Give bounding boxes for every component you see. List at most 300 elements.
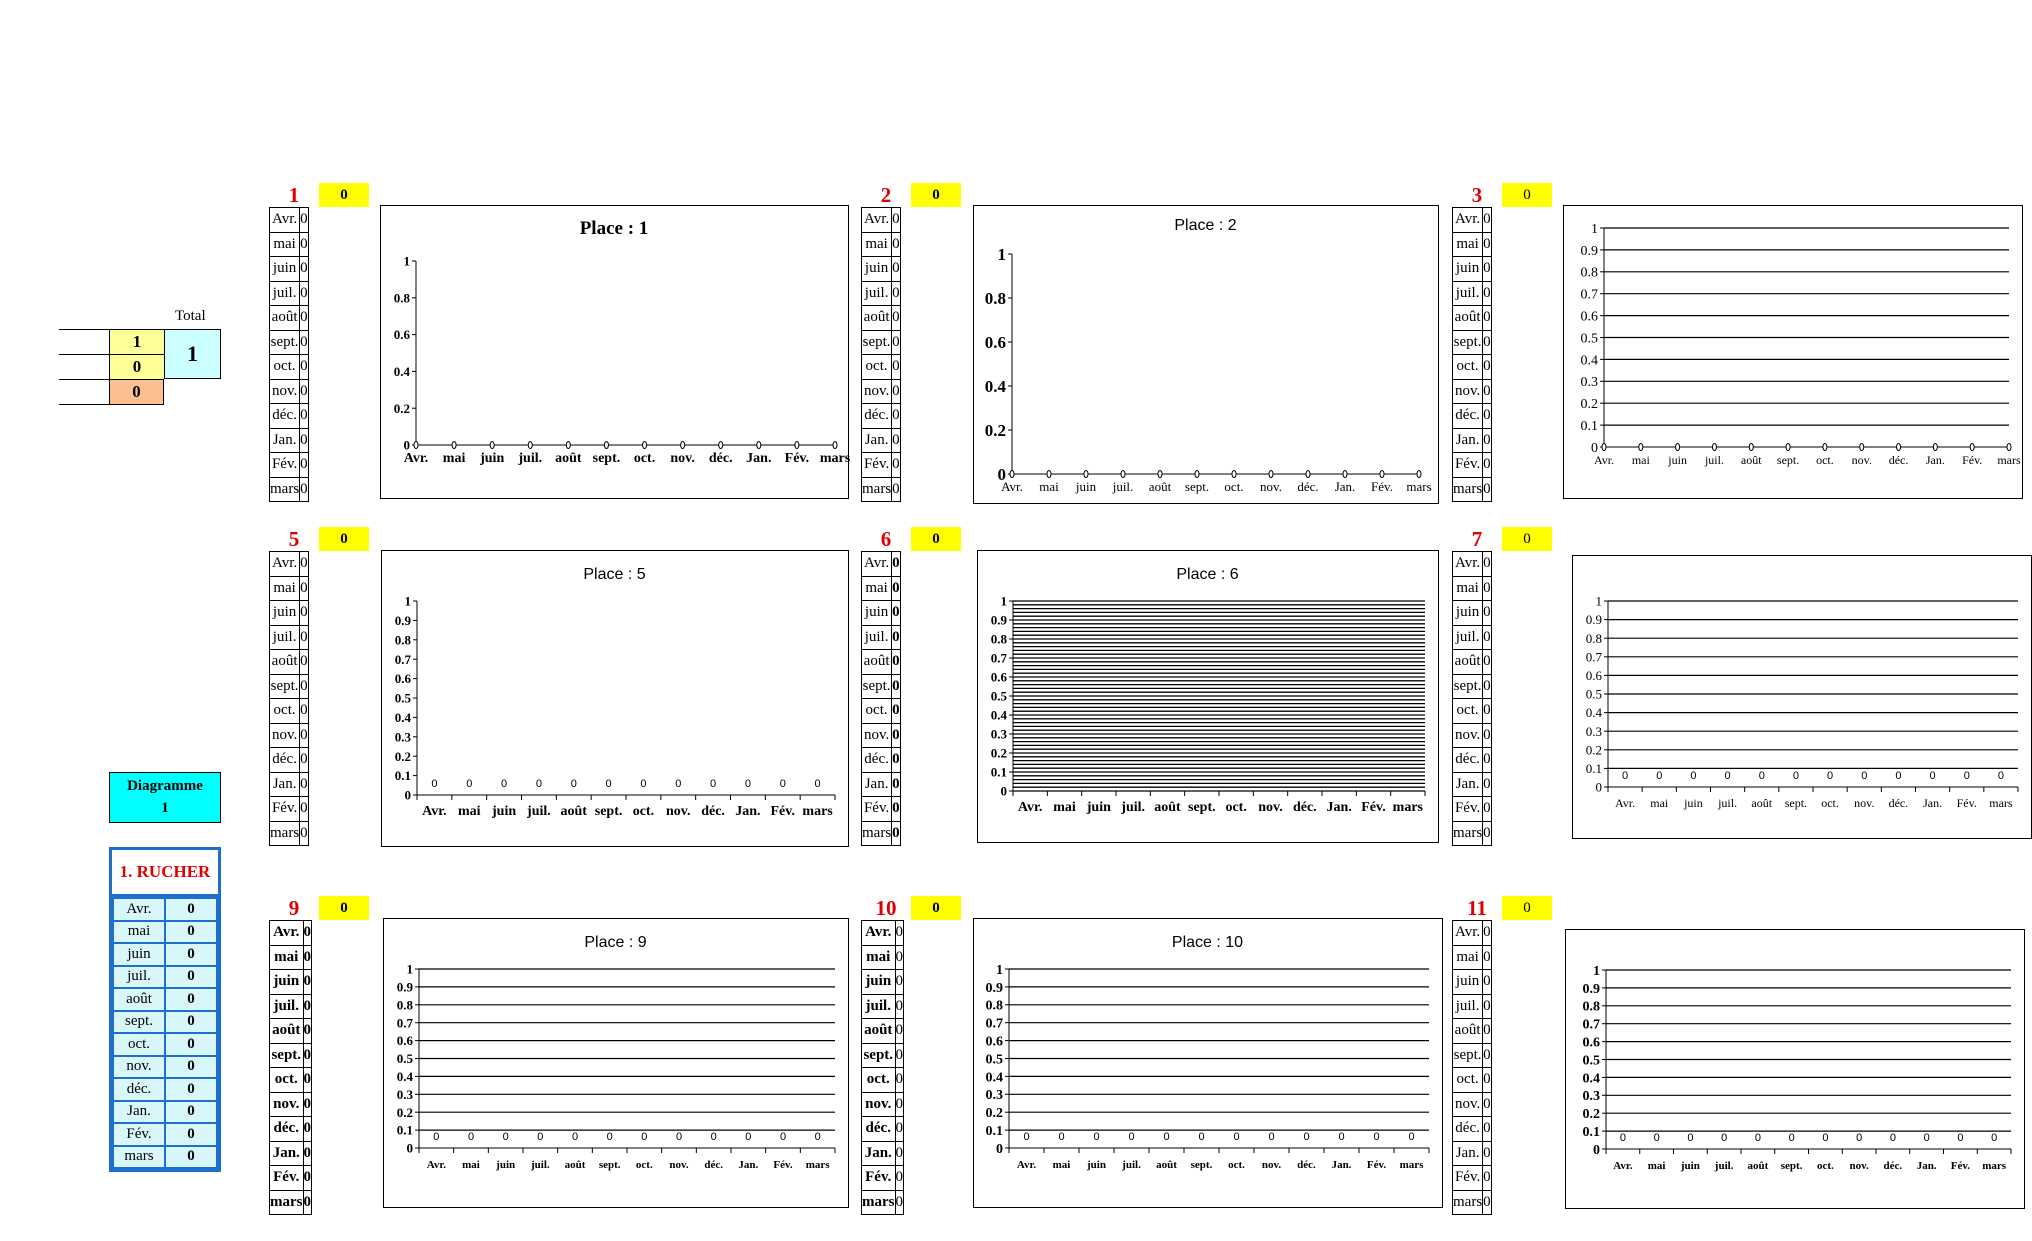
y-tick-label: 0.9 bbox=[1580, 243, 1598, 259]
place-number: 5 bbox=[288, 526, 300, 551]
data-label: 0 bbox=[433, 1131, 440, 1143]
month-label: juil. bbox=[270, 625, 300, 650]
table-row bbox=[1453, 723, 1492, 748]
month-value[interactable]: 0 bbox=[1483, 281, 1492, 306]
month-value[interactable]: 0 bbox=[1483, 994, 1492, 1019]
data-point bbox=[1602, 444, 1606, 451]
month-value[interactable]: 0 bbox=[892, 379, 901, 404]
x-tick-label: août bbox=[1751, 796, 1773, 810]
month-value[interactable]: 0 bbox=[303, 970, 312, 995]
month-value[interactable]: 0 bbox=[300, 257, 309, 282]
summary-cell-1[interactable]: 1 bbox=[109, 330, 164, 354]
data-label: 0 bbox=[605, 778, 612, 790]
month-label: mai bbox=[270, 945, 304, 970]
x-tick-label: Avr. bbox=[1615, 796, 1636, 810]
month-value[interactable]: 0 bbox=[892, 404, 901, 429]
table-row bbox=[862, 723, 901, 748]
month-value[interactable]: 0 bbox=[892, 576, 901, 601]
month-label: août bbox=[270, 1019, 304, 1044]
month-value[interactable]: 0 bbox=[892, 281, 901, 306]
month-label: mars bbox=[862, 477, 892, 502]
rucher-month: Jan. bbox=[113, 1101, 165, 1124]
month-value[interactable]: 0 bbox=[892, 772, 901, 797]
month-value[interactable]: 0 bbox=[1483, 601, 1492, 626]
data-label: 0 bbox=[1923, 1132, 1930, 1144]
month-value[interactable]: 0 bbox=[303, 1166, 312, 1191]
month-value[interactable]: 0 bbox=[300, 748, 309, 773]
month-label: août bbox=[1453, 1019, 1483, 1044]
y-tick-label: 0.2 bbox=[985, 1106, 1003, 1122]
month-value[interactable]: 0 bbox=[1483, 1190, 1492, 1215]
y-tick-label: 0.6 bbox=[1585, 667, 1602, 683]
y-tick-label: 0 bbox=[1595, 779, 1602, 795]
place-total[interactable]: 0 bbox=[319, 183, 369, 207]
month-label: nov. bbox=[270, 723, 300, 748]
chart-place-10[interactable] bbox=[973, 918, 1443, 1208]
y-tick-label: 0.6 bbox=[393, 327, 410, 343]
month-value[interactable]: 0 bbox=[303, 1117, 312, 1142]
y-tick-label: 1 bbox=[406, 961, 413, 977]
month-value[interactable]: 0 bbox=[895, 1043, 904, 1068]
data-label: 0 bbox=[606, 1131, 613, 1143]
month-label: sept. bbox=[862, 330, 892, 355]
y-tick-label: 0.5 bbox=[1580, 331, 1598, 347]
x-tick-label: oct. bbox=[632, 804, 655, 819]
table-row bbox=[270, 921, 312, 946]
month-value[interactable]: 0 bbox=[895, 1190, 904, 1215]
data-label: 0 bbox=[1861, 770, 1868, 782]
x-tick-label: août bbox=[555, 451, 582, 466]
y-tick-label: 0 bbox=[403, 437, 410, 453]
table-row bbox=[270, 330, 309, 355]
x-tick-label: mai bbox=[1650, 796, 1669, 810]
place-number: 9 bbox=[288, 895, 300, 920]
month-value[interactable]: 0 bbox=[895, 1166, 904, 1191]
table-row bbox=[1453, 428, 1492, 453]
month-value[interactable]: 0 bbox=[1483, 674, 1492, 699]
month-value[interactable]: 0 bbox=[300, 232, 309, 257]
month-value[interactable]: 0 bbox=[300, 404, 309, 429]
y-tick-label: 0.6 bbox=[394, 671, 411, 687]
month-value[interactable]: 0 bbox=[1483, 379, 1492, 404]
month-value[interactable]: 0 bbox=[300, 477, 309, 502]
month-value[interactable]: 0 bbox=[892, 797, 901, 822]
x-tick-label: sept. bbox=[1780, 1160, 1803, 1172]
month-value[interactable]: 0 bbox=[1483, 625, 1492, 650]
chart-place-3[interactable] bbox=[1563, 205, 2023, 499]
x-tick-label: juin bbox=[1087, 1159, 1106, 1171]
x-tick-label: juil. bbox=[1121, 800, 1146, 815]
month-label: Jan. bbox=[270, 428, 300, 453]
data-point bbox=[643, 442, 647, 449]
x-tick-label: juin bbox=[1684, 796, 1703, 810]
place-total[interactable]: 0 bbox=[911, 527, 961, 551]
y-tick-label: 0.3 bbox=[1582, 1089, 1600, 1105]
table-row bbox=[270, 723, 309, 748]
month-value[interactable]: 0 bbox=[1483, 1019, 1492, 1044]
month-value[interactable]: 0 bbox=[892, 625, 901, 650]
month-value[interactable]: 0 bbox=[895, 945, 904, 970]
data-label: 0 bbox=[640, 778, 647, 790]
month-value[interactable]: 0 bbox=[300, 208, 309, 233]
month-value[interactable]: 0 bbox=[303, 945, 312, 970]
chart-place-6[interactable] bbox=[977, 550, 1439, 843]
month-value[interactable]: 0 bbox=[892, 748, 901, 773]
x-tick-label: Avr. bbox=[1593, 453, 1615, 467]
month-value[interactable]: 0 bbox=[892, 723, 901, 748]
rucher-month: oct. bbox=[113, 1033, 165, 1056]
month-label: nov. bbox=[270, 379, 300, 404]
month-label: Fév. bbox=[270, 797, 300, 822]
x-tick-label: mars bbox=[1406, 479, 1432, 494]
x-tick-label: Jan. bbox=[1916, 1160, 1937, 1172]
month-value[interactable]: 0 bbox=[303, 921, 312, 946]
y-tick-label: 1 bbox=[1595, 593, 1602, 609]
month-value[interactable]: 0 bbox=[300, 797, 309, 822]
data-label: 0 bbox=[535, 778, 542, 790]
data-point bbox=[1712, 444, 1716, 451]
month-label: juil. bbox=[862, 994, 896, 1019]
month-value[interactable]: 0 bbox=[300, 625, 309, 650]
place-total[interactable]: 0 bbox=[911, 183, 961, 207]
x-tick-label: juil. bbox=[518, 451, 543, 466]
month-value[interactable]: 0 bbox=[892, 208, 901, 233]
month-value[interactable]: 0 bbox=[1483, 921, 1492, 946]
table-row bbox=[1453, 625, 1492, 650]
y-tick-label: 0.4 bbox=[990, 707, 1007, 723]
month-value[interactable]: 0 bbox=[1483, 355, 1492, 380]
y-tick-label: 0.9 bbox=[394, 612, 411, 628]
rucher-value[interactable]: 0 bbox=[165, 898, 217, 921]
month-label: Fév. bbox=[270, 453, 300, 478]
table-row bbox=[862, 576, 901, 601]
month-value[interactable]: 0 bbox=[892, 650, 901, 675]
table-row bbox=[862, 232, 901, 257]
data-point bbox=[528, 442, 532, 449]
data-label: 0 bbox=[1023, 1131, 1030, 1143]
month-value[interactable]: 0 bbox=[1483, 552, 1492, 577]
chart-title: Place : 6 bbox=[1176, 566, 1239, 583]
month-value[interactable]: 0 bbox=[892, 428, 901, 453]
rucher-value[interactable]: 0 bbox=[165, 1101, 217, 1124]
rucher-value[interactable]: 0 bbox=[165, 988, 217, 1011]
table-row bbox=[1453, 1019, 1492, 1044]
month-value[interactable]: 0 bbox=[892, 330, 901, 355]
table-row bbox=[862, 1141, 904, 1166]
month-label: juin bbox=[270, 970, 304, 995]
y-tick-label: 0.1 bbox=[394, 768, 411, 784]
chart-place-9[interactable] bbox=[383, 918, 849, 1208]
month-value[interactable]: 0 bbox=[300, 552, 309, 577]
x-tick-label: déc. bbox=[708, 451, 733, 466]
month-value[interactable]: 0 bbox=[895, 1141, 904, 1166]
table-row bbox=[1453, 379, 1492, 404]
month-label: Fév. bbox=[1453, 453, 1483, 478]
month-label: mars bbox=[1453, 477, 1483, 502]
data-label: 0 bbox=[641, 1131, 648, 1143]
month-value[interactable]: 0 bbox=[1483, 821, 1492, 846]
x-tick-label: déc. bbox=[1292, 800, 1317, 815]
rucher-value[interactable]: 0 bbox=[165, 943, 217, 966]
x-tick-label: août bbox=[1740, 453, 1762, 467]
month-label: Avr. bbox=[1453, 208, 1483, 233]
table-row bbox=[270, 1117, 312, 1142]
month-value[interactable]: 0 bbox=[1483, 477, 1492, 502]
table-row bbox=[270, 404, 309, 429]
y-tick-label: 0.6 bbox=[396, 1033, 413, 1049]
month-value[interactable]: 0 bbox=[300, 601, 309, 626]
rucher-month: août bbox=[113, 988, 165, 1011]
data-point bbox=[1970, 444, 1974, 451]
table-row bbox=[270, 772, 309, 797]
month-value[interactable]: 0 bbox=[892, 674, 901, 699]
month-value[interactable]: 0 bbox=[303, 994, 312, 1019]
x-tick-label: nov. bbox=[665, 804, 691, 819]
month-value[interactable]: 0 bbox=[300, 723, 309, 748]
data-label: 0 bbox=[814, 778, 821, 790]
rucher-value[interactable]: 0 bbox=[165, 1033, 217, 1056]
month-label: déc. bbox=[270, 404, 300, 429]
x-tick-label: mai bbox=[1631, 453, 1650, 467]
month-value[interactable]: 0 bbox=[1483, 232, 1492, 257]
x-tick-label: mai bbox=[462, 1159, 480, 1171]
table-row bbox=[1453, 355, 1492, 380]
y-tick-label: 0.2 bbox=[394, 748, 411, 764]
data-point bbox=[1195, 471, 1199, 478]
data-point bbox=[1343, 471, 1347, 478]
month-value[interactable]: 0 bbox=[303, 1092, 312, 1117]
month-value[interactable]: 0 bbox=[300, 772, 309, 797]
data-point bbox=[757, 442, 761, 449]
y-tick-label: 1 bbox=[404, 593, 411, 609]
month-value[interactable]: 0 bbox=[1483, 1166, 1492, 1191]
x-tick-label: Fév. bbox=[1371, 479, 1393, 494]
table-row bbox=[862, 994, 904, 1019]
place-total[interactable]: 0 bbox=[319, 896, 369, 920]
month-value[interactable]: 0 bbox=[895, 1068, 904, 1093]
table-row bbox=[270, 1068, 312, 1093]
x-tick-label: nov. bbox=[1851, 453, 1872, 467]
month-value[interactable]: 0 bbox=[1483, 428, 1492, 453]
table-row bbox=[862, 772, 901, 797]
table-row bbox=[862, 699, 901, 724]
month-value[interactable]: 0 bbox=[1483, 699, 1492, 724]
table-row bbox=[1453, 1043, 1492, 1068]
data-point bbox=[1933, 444, 1937, 451]
table-row bbox=[862, 379, 901, 404]
y-tick-label: 0.9 bbox=[985, 980, 1003, 996]
y-tick-label: 0.8 bbox=[1580, 265, 1598, 281]
month-value[interactable]: 0 bbox=[1483, 404, 1492, 429]
table-row bbox=[1453, 552, 1492, 577]
x-tick-label: déc. bbox=[1888, 796, 1909, 810]
month-value[interactable]: 0 bbox=[300, 330, 309, 355]
y-tick-label: 1 bbox=[403, 253, 410, 269]
month-value[interactable]: 0 bbox=[1483, 772, 1492, 797]
table-row bbox=[270, 797, 309, 822]
month-value[interactable]: 0 bbox=[895, 994, 904, 1019]
month-value[interactable]: 0 bbox=[1483, 330, 1492, 355]
month-label: nov. bbox=[1453, 379, 1483, 404]
table-row bbox=[862, 453, 901, 478]
month-value[interactable]: 0 bbox=[300, 821, 309, 846]
rucher-value[interactable]: 0 bbox=[165, 1078, 217, 1101]
month-value[interactable]: 0 bbox=[1483, 970, 1492, 995]
table-row bbox=[270, 552, 309, 577]
table-row bbox=[862, 674, 901, 699]
month-value[interactable]: 0 bbox=[300, 699, 309, 724]
month-label: déc. bbox=[1453, 748, 1483, 773]
month-label: juin bbox=[862, 970, 896, 995]
data-label: 0 bbox=[431, 778, 438, 790]
month-label: juil. bbox=[1453, 281, 1483, 306]
rucher-value[interactable]: 0 bbox=[165, 966, 217, 989]
month-value[interactable]: 0 bbox=[1483, 306, 1492, 331]
month-value[interactable]: 0 bbox=[895, 1117, 904, 1142]
y-tick-label: 0.5 bbox=[394, 690, 411, 706]
chart-place-5[interactable] bbox=[381, 550, 849, 847]
month-value[interactable]: 0 bbox=[895, 921, 904, 946]
month-value[interactable]: 0 bbox=[303, 1141, 312, 1166]
month-label: nov. bbox=[862, 379, 892, 404]
place-total[interactable]: 0 bbox=[1502, 896, 1552, 920]
data-label: 0 bbox=[501, 778, 508, 790]
data-label: 0 bbox=[1058, 1131, 1065, 1143]
place-total[interactable]: 0 bbox=[911, 896, 961, 920]
month-value[interactable]: 0 bbox=[892, 232, 901, 257]
month-value[interactable]: 0 bbox=[300, 281, 309, 306]
month-label: Fév. bbox=[862, 1166, 896, 1191]
place-total[interactable]: 0 bbox=[1502, 183, 1552, 207]
table-row bbox=[1453, 748, 1492, 773]
month-value[interactable]: 0 bbox=[892, 355, 901, 380]
diagramme-button-number: 1 bbox=[161, 800, 169, 816]
month-label: sept. bbox=[1453, 330, 1483, 355]
place-total[interactable]: 0 bbox=[1502, 527, 1552, 551]
month-label: août bbox=[1453, 306, 1483, 331]
rucher-value[interactable]: 0 bbox=[165, 1123, 217, 1146]
month-value[interactable]: 0 bbox=[1483, 1117, 1492, 1142]
month-value[interactable]: 0 bbox=[1483, 1043, 1492, 1068]
table-row bbox=[1453, 404, 1492, 429]
x-tick-label: nov. bbox=[669, 1159, 689, 1171]
month-value[interactable]: 0 bbox=[300, 674, 309, 699]
month-value[interactable]: 0 bbox=[1483, 1141, 1492, 1166]
month-value[interactable]: 0 bbox=[303, 1068, 312, 1093]
data-label: 0 bbox=[1338, 1131, 1345, 1143]
month-value[interactable]: 0 bbox=[300, 576, 309, 601]
month-value[interactable]: 0 bbox=[1483, 1092, 1492, 1117]
rucher-row bbox=[113, 1146, 217, 1169]
data-label: 0 bbox=[744, 778, 751, 790]
summary-cell-2[interactable]: 0 bbox=[109, 355, 164, 379]
table-row bbox=[270, 379, 309, 404]
month-value[interactable]: 0 bbox=[1483, 797, 1492, 822]
x-tick-label: Fév. bbox=[1956, 796, 1977, 810]
month-label: Fév. bbox=[270, 1166, 304, 1191]
month-value[interactable]: 0 bbox=[1483, 1068, 1492, 1093]
month-label: sept. bbox=[1453, 1043, 1483, 1068]
month-value[interactable]: 0 bbox=[300, 306, 309, 331]
chart-place-11[interactable] bbox=[1565, 929, 2025, 1209]
table-row bbox=[270, 650, 309, 675]
rucher-month: Fév. bbox=[113, 1123, 165, 1146]
y-tick-label: 1 bbox=[1591, 221, 1598, 237]
data-label: 0 bbox=[1408, 1131, 1415, 1143]
month-value[interactable]: 0 bbox=[1483, 748, 1492, 773]
rucher-value[interactable]: 0 bbox=[165, 921, 217, 944]
rucher-value[interactable]: 0 bbox=[165, 1011, 217, 1034]
place-total[interactable]: 0 bbox=[319, 527, 369, 551]
month-value[interactable]: 0 bbox=[1483, 576, 1492, 601]
month-value[interactable]: 0 bbox=[895, 1092, 904, 1117]
month-label: déc. bbox=[270, 748, 300, 773]
x-tick-label: Avr. bbox=[1016, 1159, 1037, 1171]
month-value[interactable]: 0 bbox=[300, 453, 309, 478]
month-value[interactable]: 0 bbox=[1483, 650, 1492, 675]
month-value[interactable]: 0 bbox=[300, 428, 309, 453]
month-value[interactable]: 0 bbox=[1483, 257, 1492, 282]
month-value[interactable]: 0 bbox=[892, 699, 901, 724]
month-value[interactable]: 0 bbox=[895, 1019, 904, 1044]
month-value[interactable]: 0 bbox=[1483, 723, 1492, 748]
month-value[interactable]: 0 bbox=[892, 601, 901, 626]
table-row bbox=[1453, 281, 1492, 306]
month-value[interactable]: 0 bbox=[303, 1019, 312, 1044]
month-value[interactable]: 0 bbox=[1483, 945, 1492, 970]
chart-place-7[interactable] bbox=[1572, 555, 2032, 839]
month-value[interactable]: 0 bbox=[895, 970, 904, 995]
month-value[interactable]: 0 bbox=[300, 355, 309, 380]
month-label: Jan. bbox=[1453, 1141, 1483, 1166]
data-point bbox=[1232, 471, 1236, 478]
month-value[interactable]: 0 bbox=[1483, 453, 1492, 478]
month-value[interactable]: 0 bbox=[1483, 208, 1492, 233]
month-value[interactable]: 0 bbox=[892, 821, 901, 846]
rucher-row bbox=[113, 898, 217, 921]
table-row bbox=[862, 257, 901, 282]
month-value[interactable]: 0 bbox=[300, 650, 309, 675]
x-tick-label: Jan. bbox=[1334, 479, 1356, 494]
chart-place-2[interactable] bbox=[973, 205, 1439, 504]
rucher-value[interactable]: 0 bbox=[165, 1146, 217, 1169]
chart-place-1[interactable] bbox=[380, 205, 849, 499]
month-value[interactable]: 0 bbox=[892, 257, 901, 282]
data-point bbox=[604, 442, 608, 449]
month-label: Jan. bbox=[1453, 772, 1483, 797]
month-value[interactable]: 0 bbox=[892, 453, 901, 478]
month-label: août bbox=[270, 650, 300, 675]
table-row bbox=[1453, 797, 1492, 822]
month-label: sept. bbox=[270, 674, 300, 699]
rucher-row bbox=[113, 966, 217, 989]
month-value[interactable]: 0 bbox=[892, 306, 901, 331]
month-value[interactable]: 0 bbox=[892, 477, 901, 502]
month-value[interactable]: 0 bbox=[300, 379, 309, 404]
month-value[interactable]: 0 bbox=[892, 552, 901, 577]
month-value[interactable]: 0 bbox=[303, 1190, 312, 1215]
data-point bbox=[1158, 471, 1162, 478]
x-tick-label: oct. bbox=[1225, 800, 1247, 815]
rucher-value[interactable]: 0 bbox=[165, 1056, 217, 1079]
month-value[interactable]: 0 bbox=[303, 1043, 312, 1068]
diagramme-button[interactable] bbox=[109, 772, 221, 823]
month-label: juin bbox=[862, 257, 892, 282]
summary-cell-3[interactable]: 0 bbox=[109, 380, 164, 404]
rucher-row bbox=[113, 1011, 217, 1034]
summary-total[interactable]: 1 bbox=[164, 329, 221, 379]
table-row bbox=[270, 257, 309, 282]
